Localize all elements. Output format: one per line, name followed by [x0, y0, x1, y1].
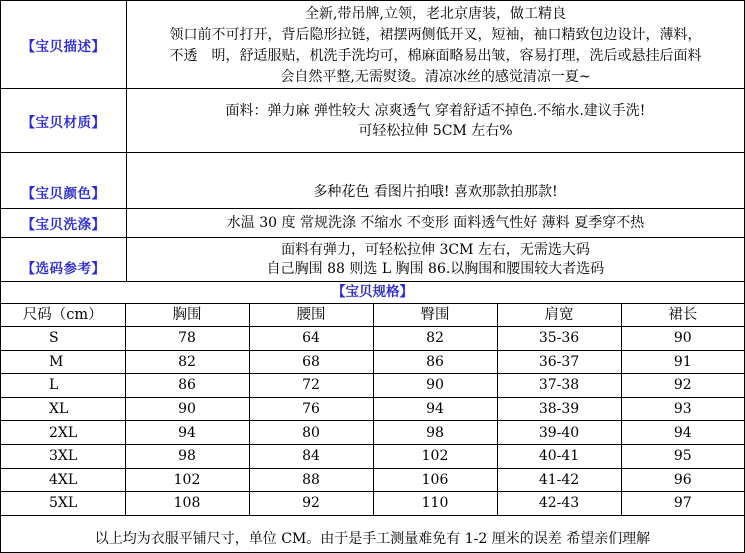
table-cell: 92: [249, 492, 373, 516]
table-header-row: [1, 304, 744, 327]
table-row: [1, 397, 744, 421]
table-row: [1, 327, 744, 351]
table-cell: 98: [373, 421, 497, 445]
material-row: [1, 89, 744, 153]
size-cell: 4XL: [1, 468, 125, 492]
size-guide-row: [1, 238, 744, 282]
table-cell: 97: [621, 492, 744, 516]
material-line: 面料：弹力麻 弹性较大 凉爽透气 穿着舒适不掉色.不缩水.建议手洗!: [225, 102, 646, 119]
table-cell: 91: [621, 350, 744, 374]
table-row: [1, 421, 744, 445]
table-cell: 98: [125, 444, 249, 468]
table-cell: 92: [621, 374, 744, 398]
column-header: 腰围: [249, 304, 373, 327]
table-row: [1, 350, 744, 374]
material-text: [127, 89, 744, 152]
table-cell: 38-39: [497, 397, 621, 421]
table-cell: 82: [125, 350, 249, 374]
table-cell: 96: [621, 468, 744, 492]
description-text: [127, 1, 744, 88]
table-cell: 72: [249, 374, 373, 398]
table-cell: 94: [621, 421, 744, 445]
description-line: 全新,带吊牌,立领，老北京唐装，做工精良: [305, 6, 566, 22]
table-cell: 88: [249, 468, 373, 492]
table-cell: 90: [373, 374, 497, 398]
washing-row: [1, 209, 744, 238]
table-cell: 102: [373, 444, 497, 468]
table-cell: 35-36: [497, 327, 621, 351]
measurement-note: 以上均为衣服平铺尺寸，单位 CM。由于是手工测量难免有 1-2 厘米的误差 希望亲们理解: [94, 531, 651, 547]
size-cell: L: [1, 374, 125, 398]
size-cell: 5XL: [1, 492, 125, 516]
size-spec-table: [1, 304, 744, 516]
column-header: 胸围: [125, 304, 249, 327]
size-cell: 3XL: [1, 444, 125, 468]
size-guide-line: 面料有弹力，可轻松拉伸 3CM 左右，无需选大码: [281, 241, 590, 258]
table-cell: 108: [125, 492, 249, 516]
table-cell: 110: [373, 492, 497, 516]
size-guide-text: [127, 238, 744, 281]
column-header: 尺码（cm）: [1, 304, 125, 327]
table-cell: 37-38: [497, 374, 621, 398]
description-line: 领口前不可打开，背后隐形拉链，裙摆两侧低开叉，短袖，袖口精致包边设计，薄料，: [169, 27, 702, 43]
table-cell: 86: [373, 350, 497, 374]
column-header: 臀围: [373, 304, 497, 327]
description-label: 【宝贝描述】: [1, 1, 127, 88]
color-label: 【宝贝颜色】: [1, 153, 127, 208]
size-guide-line: 自己胸围 88 则选 L 胸围 86.以胸围和腰围较大者选码: [266, 260, 605, 277]
size-cell: XL: [1, 397, 125, 421]
table-cell: 106: [373, 468, 497, 492]
table-cell: 93: [621, 397, 744, 421]
table-cell: 40-41: [497, 444, 621, 468]
table-row: [1, 444, 744, 468]
description-row: [1, 1, 744, 89]
color-text: [127, 153, 744, 208]
table-cell: 90: [125, 397, 249, 421]
washing-line: 水温 30 度 常规洗涤 不缩水 不变形 面料透气性好 薄料 夏季穿不热: [226, 215, 645, 231]
table-cell: 82: [373, 327, 497, 351]
column-header: 裙长: [621, 304, 744, 327]
color-row: [1, 153, 744, 209]
table-cell: 102: [125, 468, 249, 492]
table-cell: 41-42: [497, 468, 621, 492]
table-cell: 95: [621, 444, 744, 468]
table-cell: 36-37: [497, 350, 621, 374]
description-line: 会自然平整,无需熨烫。清凉冰丝的感觉清凉一夏~: [280, 69, 591, 85]
size-cell: M: [1, 350, 125, 374]
washing-text: [127, 209, 744, 237]
table-cell: 80: [249, 421, 373, 445]
size-cell: 2XL: [1, 421, 125, 445]
table-cell: 76: [249, 397, 373, 421]
table-cell: 86: [125, 374, 249, 398]
table-cell: 42-43: [497, 492, 621, 516]
spec-title: 【宝贝规格】: [1, 282, 744, 304]
table-cell: 90: [621, 327, 744, 351]
table-cell: 68: [249, 350, 373, 374]
table-row: [1, 468, 744, 492]
column-header: 肩宽: [497, 304, 621, 327]
table-row: [1, 492, 744, 516]
table-cell: 78: [125, 327, 249, 351]
table-cell: 94: [373, 397, 497, 421]
table-cell: 64: [249, 327, 373, 351]
color-line: 多种花色 看图片拍哦! 喜欢那款拍那款!: [313, 184, 558, 200]
size-cell: S: [1, 327, 125, 351]
size-guide-label: 【选码参考】: [1, 238, 127, 281]
table-cell: 39-40: [497, 421, 621, 445]
description-line: 不透 明，舒适服贴，机洗手洗均可，棉麻面略易出皱，容易打理，洗后或悬挂后面料: [169, 48, 702, 64]
table-cell: 84: [249, 444, 373, 468]
material-line: 可轻松拉伸 5CM 左右%: [358, 122, 513, 139]
table-row: [1, 374, 744, 398]
table-cell: 94: [125, 421, 249, 445]
washing-label: 【宝贝洗涤】: [1, 209, 127, 237]
material-label: 【宝贝材质】: [1, 89, 127, 152]
